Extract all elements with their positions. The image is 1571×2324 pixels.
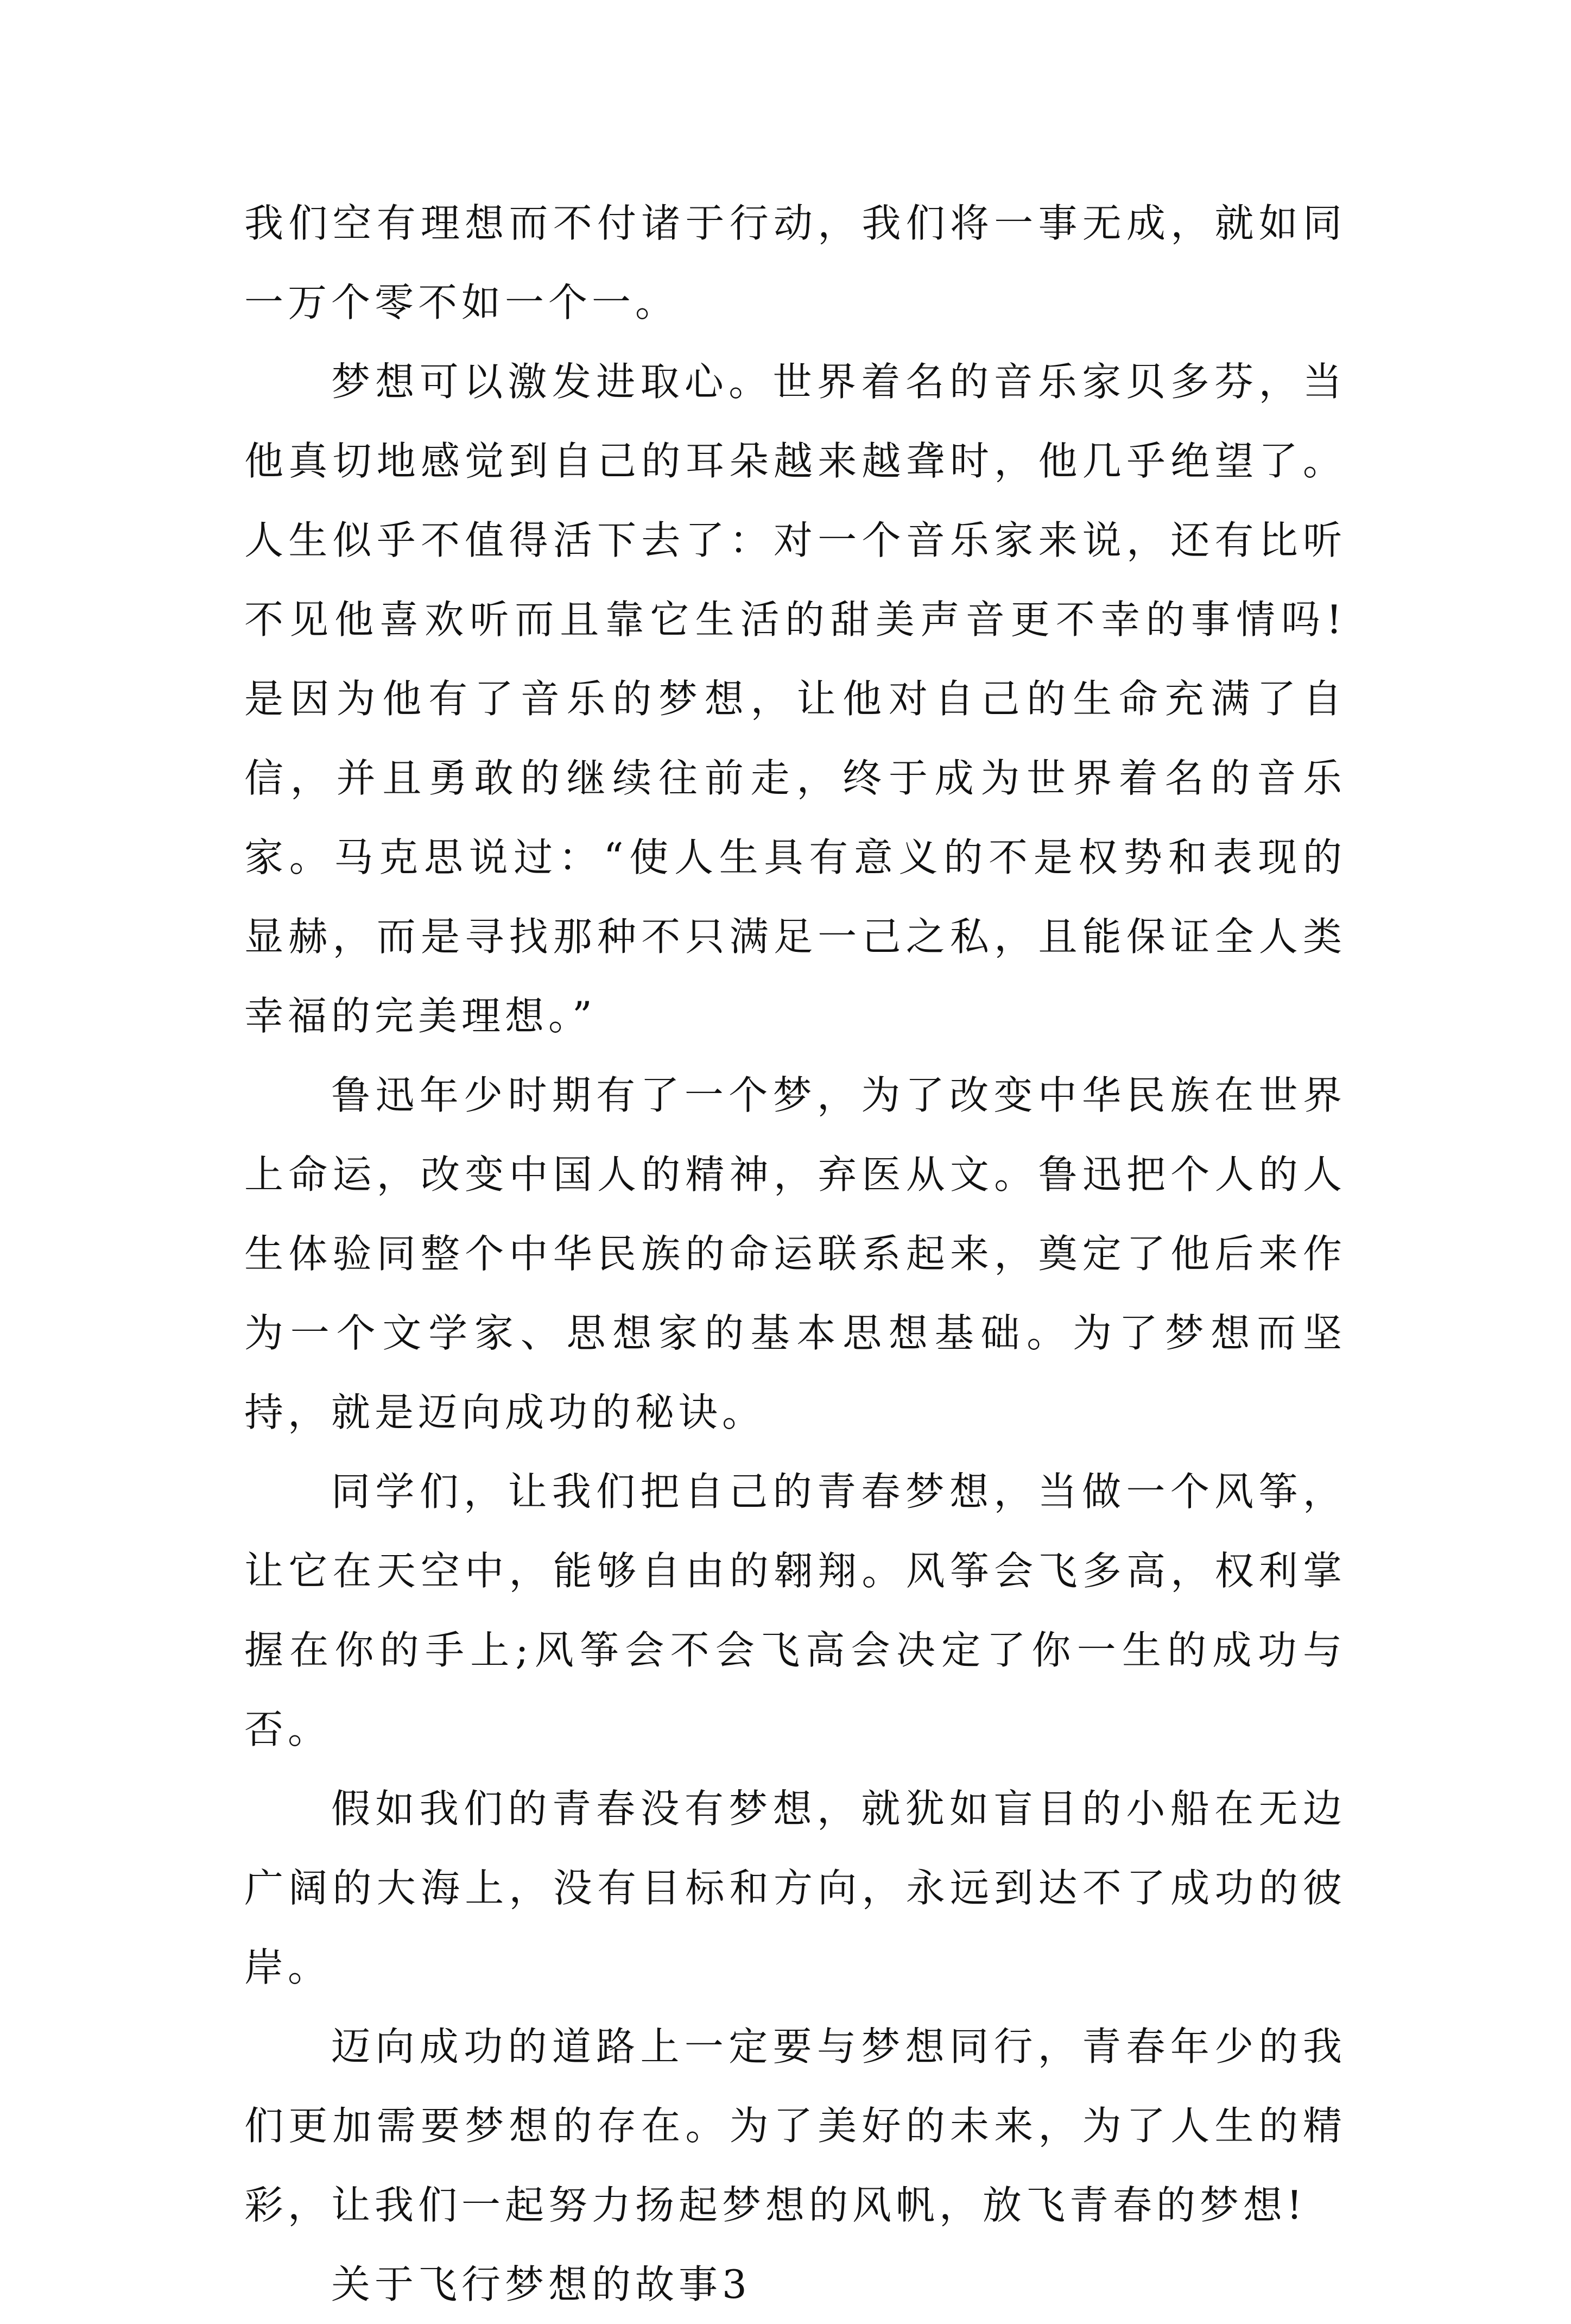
document-body: [244, 184, 1346, 2324]
section-heading: 关于飞行梦想的故事3: [331, 2262, 751, 2307]
paragraph-kite: 同学们，让我们把自己的青春梦想，当做一个风筝，让它在天空中，能够自由的翱翔。风筝会飞多高，权利掌握在你的手上;风筝会不会飞高会决定了你一生的成功与否。: [244, 1469, 1346, 1752]
paragraph-continuation: 我们空有理想而不付诸于行动，我们将一事无成，就如同一万个零不如一个一。: [244, 200, 1346, 325]
paragraph-boat: 假如我们的青春没有梦想，就犹如盲目的小船在无边广阔的大海上，没有目标和方向，永远到达不了成功的彼岸。: [244, 1786, 1346, 1990]
paragraph-luxun: 鲁迅年少时期有了一个梦，为了改变中华民族在世界上命运，改变中国人的精神，弃医从文。鲁迅把个人的人生体验同整个中华民族的命运联系起来，奠定了他后来作为一个文学家、思想家的基本思想基础。为了梦想而坚持，就是迈向成功的秘诀。: [244, 1072, 1346, 1435]
paragraph-beethoven: 梦想可以激发进取心。世界着名的音乐家贝多芬，当他真切地感觉到自己的耳朵越来越聋时，他几乎绝望了。人生似乎不值得活下去了：对一个音乐家来说，还有比听不见他喜欢听而且靠它生活的甜美声音更不幸的事情吗!是因为他有了音乐的梦想，让他对自己的生命充满了自信，并且勇敢的继续往前走，终于成为世界着名的音乐家。马克思说过：“使人生具有意义的不是权势和表现的显赫，而是寻找那种不只满足一己之私，且能保证全人类幸福的完美理想。”: [244, 359, 1346, 1039]
paragraph-conclusion: 迈向成功的道路上一定要与梦想同行，青春年少的我们更加需要梦想的存在。为了美好的未来，为了人生的精彩，让我们一起努力扬起梦想的风帆，放飞青春的梦想!: [244, 2024, 1346, 2228]
